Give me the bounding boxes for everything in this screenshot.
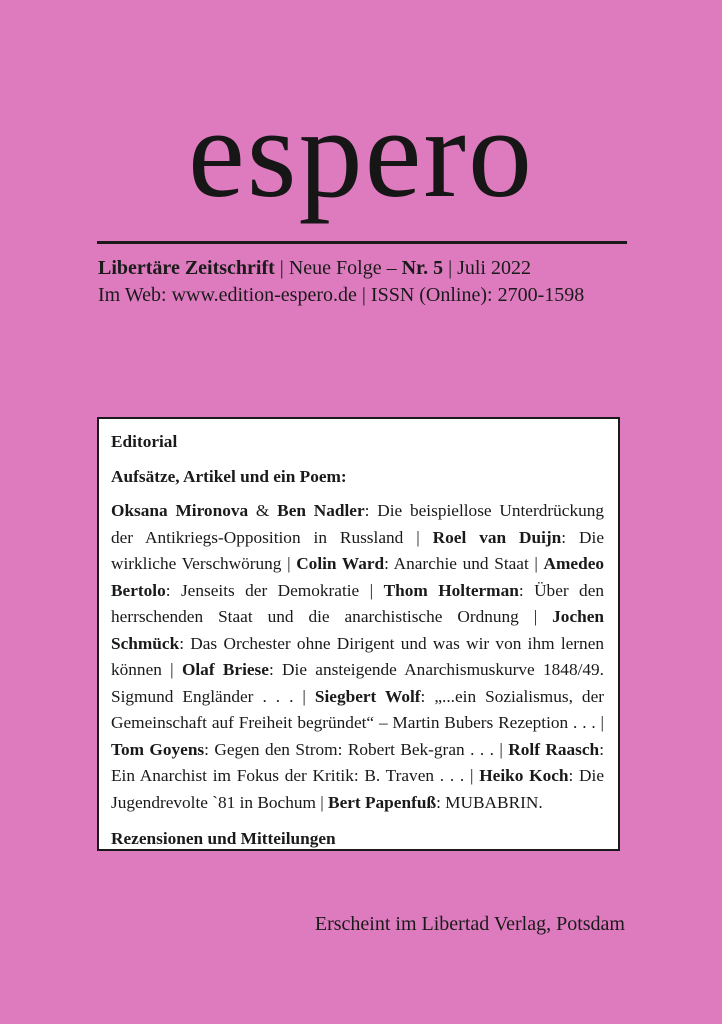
entry-title: : Ein Anarchist im Fokus der Kritik: B. Traven . . . | [111, 739, 604, 785]
issue-number: Nr. 5 [401, 257, 444, 279]
series-label: Neue Folge – [288, 257, 397, 279]
entry-title: : Die ansteigende Anarchismuskurve 1848/49. Sigmund Engländer . . . | [111, 660, 604, 706]
entry-author: Thom Holterman [383, 580, 519, 600]
website: Im Web: www.edition-espero.de [98, 284, 357, 306]
entry-title: : Anarchie und Staat | [384, 554, 544, 573]
entry-author: Tom Goyens [111, 739, 205, 759]
magazine-title: espero [187, 82, 535, 224]
publisher-note: Erscheint im Libertad Verlag, Potsdam [314, 913, 625, 935]
reviews-heading: Rezensionen und Mitteilungen [111, 829, 336, 848]
entry-author: Rolf Raasch [508, 739, 600, 759]
entry-author: Colin Ward [296, 554, 385, 573]
issue-line: Libertäre Zeitschrift | Neue Folge – Nr. 5 | Juli 2022 [98, 257, 531, 279]
editorial-heading: Editorial [111, 432, 178, 451]
entry-author: Heiko Koch [479, 766, 569, 785]
entry-title: : „...ein Sozialismus, der Gemeinschaft auf Freiheit begründet“ – Martin Bubers Rezeption . . . | [111, 686, 605, 732]
entry-title: : Die wirkliche Verschwörung | [111, 527, 604, 573]
entry-author: Bert Papenfuß [328, 792, 437, 812]
issn: ISSN (Online): 2700-1598 [370, 284, 585, 306]
entry-author: Olaf Briese [181, 660, 269, 679]
entry-author: Siegbert Wolf [314, 686, 421, 706]
magazine-subtitle: Libertäre Zeitschrift [98, 257, 275, 279]
entry-title: : MUBABRIN. [436, 792, 543, 812]
entry-title: : Jenseits der Demokratie | [165, 580, 384, 600]
entry-title: : Das Orchester ohne Dirigent und was wir von ihm lernen können | [111, 633, 604, 679]
entry-author: Ben Nadler [277, 501, 365, 520]
issue-info [98, 255, 638, 309]
table-of-contents [97, 417, 620, 851]
issue-date: Juli 2022 [457, 257, 531, 279]
web-line: Im Web: www.edition-espero.de | ISSN (Online): 2700-1598 [98, 284, 585, 306]
entry-author: Amedeo Bertolo [111, 554, 604, 600]
title-rule [97, 241, 627, 244]
entry-title: : Über den herrschenden Staat und die anarchistische Ordnung | [111, 580, 605, 626]
entry-author: Roel van Duijn [432, 527, 562, 547]
articles-list: Oksana Mironova & Ben Nadler: Die beispiellose Unterdrückung der Antikriegs-Opposition in Russland | Roel van Duijn: Die wirkliche Verschwörung | Colin Ward: Anarchie und Staat | Amedeo Bertolo: Jenseits der Demokratie | Thom Holterman: Über den herrschenden Staat und die anarchistische Ordnung | Jochen Schmück: Das Orchester ohne Dirigent und was wir von ihm lernen können | Olaf Briese: Die ansteigende Anarchismuskurve 1848/49. Sigmund Engländer . . . | Siegbert Wolf: „...ein Sozialismus, der Gemeinschaft auf Freiheit begründet“ – Martin Bubers Rezeption . . . | Tom Goyens: Gegen den Strom: Robert Bek-gran . . . | Rolf Raasch: Ein Anarchist im Fokus der Kritik: B. Traven . . . | Heiko Koch: Die Jugendrevolte `81 in Bochum | Bert Papenfuß: MUBABRIN. [111, 501, 605, 812]
entry-author: Jochen Schmück [111, 607, 604, 653]
articles-heading: Aufsätze, Artikel und ein Poem: [111, 466, 347, 486]
entry-title: : Die beispiellose Unterdrückung der Antikriegs-Opposition in Russland | [111, 501, 605, 547]
entry-author: Oksana Mironova [111, 501, 249, 520]
entry-title: : Die Jugendrevolte `81 in Bochum | [111, 766, 605, 812]
entry-title: : Gegen den Strom: Robert Bek-gran . . . | [204, 739, 509, 759]
